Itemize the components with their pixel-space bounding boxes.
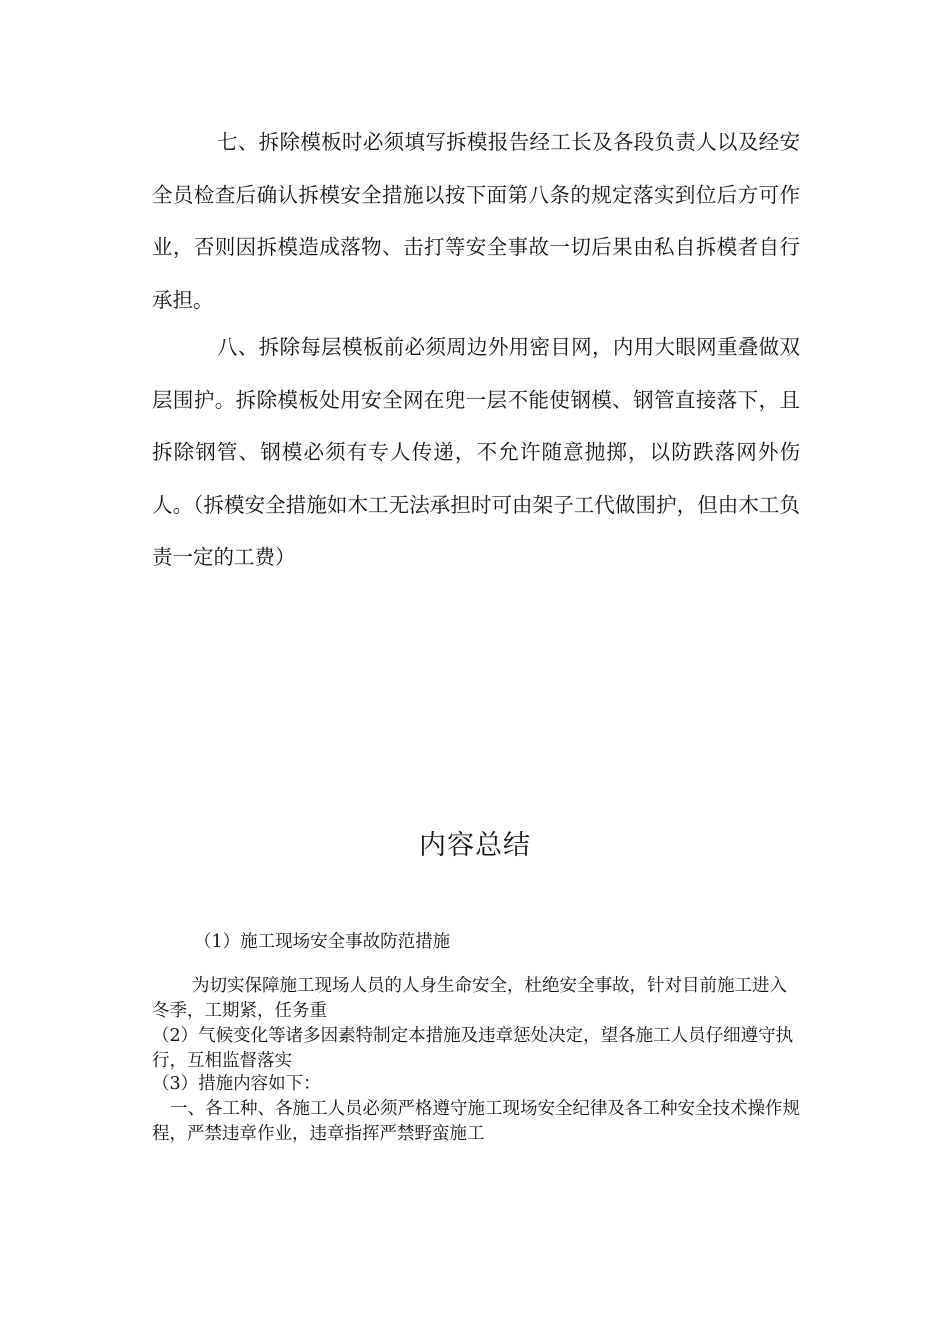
summary-item-1: （1）施工现场安全事故防范措施 [194, 932, 451, 952]
paragraph-eight: 八、拆除每层模板前必须周边外用密目网，内用大眼网重叠做双层围护。拆除模板处用安全网在兜一层不能使钢模、钢管直接落下，且拆除钢管、钢模必须有专人传递，不允许随意抛掷，以防跌落网外伤人。（拆模安全措施如木工无法承担时可由架子工代做围护，但由木工负责一定的工费） [152, 335, 800, 569]
summary-title: 内容总结 [419, 830, 531, 861]
summary-intro: 为切实保障施工现场人员的人身生命安全，杜绝安全事故，针对目前施工进入冬季，工期紧，任务重 [152, 976, 787, 1021]
paragraph-seven: 七、拆除模板时必须填写拆模报告经工长及各段负责人以及经安全员检查后确认拆模安全措施以按下面第八条的规定落实到位后方可作业，否则因拆模造成落物、击打等安全事故一切后果由私自拆模者自行承担。 [152, 130, 800, 312]
summary-item-2: （2）气候变化等诸多因素特制定本措施及违章惩处决定，望各施工人员仔细遵守执行，互相监督落实 [152, 1026, 794, 1071]
summary-item-3: （3）措施内容如下： [152, 1074, 321, 1094]
summary-rule-one: 一、各工种、各施工人员必须严格遵守施工现场安全纪律及各工种安全技术操作规程，严禁违章作业，违章指挥严禁野蛮施工 [152, 1099, 800, 1144]
